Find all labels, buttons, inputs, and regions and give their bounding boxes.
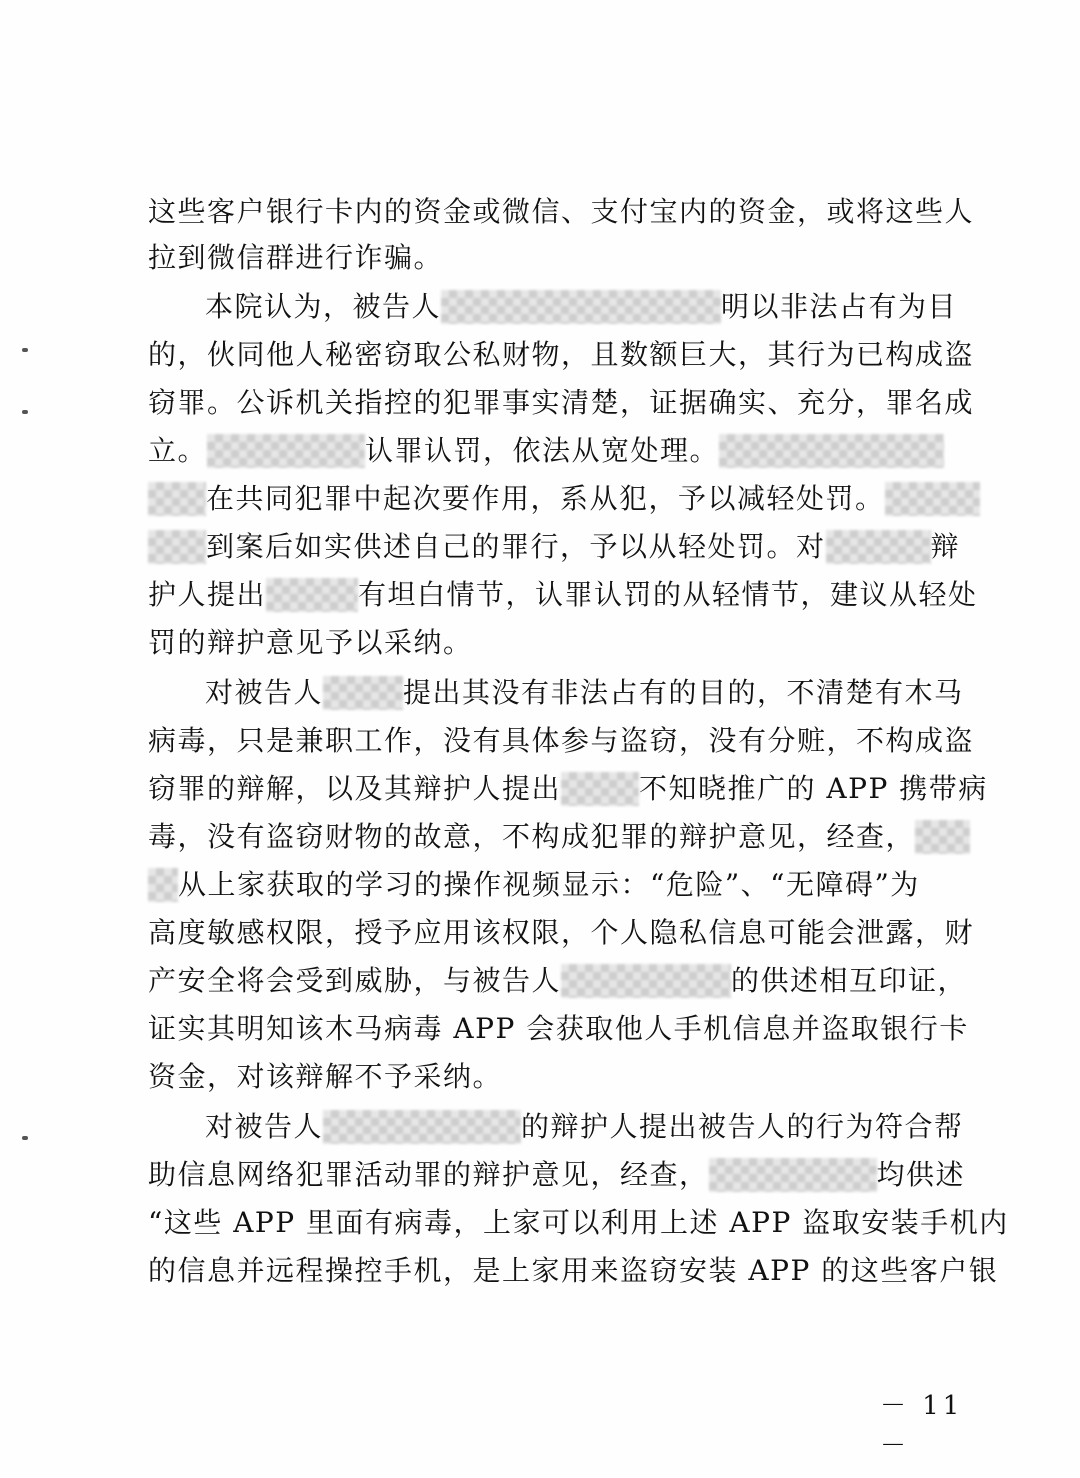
redaction-mosaic (561, 964, 731, 998)
text-line: 病毒，只是兼职工作，没有具体参与盗窃，没有分赃，不构成盗 (148, 724, 975, 757)
text-line (148, 429, 968, 473)
text-segment: 不知晓推广的 APP 携带病 (639, 772, 988, 805)
text-segment: 认罪认罚，依法从宽处理。 (365, 434, 720, 467)
text-line (148, 767, 988, 811)
text-line (148, 1153, 968, 1197)
text-line: 高度敏感权限，授予应用该权限，个人隐私信息可能会泄露，财 (148, 916, 975, 949)
page-number: － 11 － (880, 1391, 964, 1461)
text-segment: 窃罪的辩解，以及其辩护人提出 (148, 772, 562, 805)
text-segment: 立。 (148, 434, 208, 467)
text-line (205, 285, 968, 329)
text-line (205, 671, 968, 715)
redaction-mosaic (441, 290, 721, 324)
redaction-mosaic (148, 868, 178, 902)
text-line (148, 959, 968, 1003)
redaction-mosaic (148, 530, 206, 564)
text-segment: 有坦白情节，认罪认罚的从轻情节，建议从轻处 (358, 578, 978, 611)
text-line: 证实其明知该木马病毒 APP 会获取他人手机信息并盗取银行卡 (148, 1012, 969, 1045)
text-line: 这些客户银行卡内的资金或微信、支付宝内的资金，或将这些人 (148, 195, 975, 228)
text-segment: 到案后如实供述自己的罪行，予以从轻处罚。对 (206, 530, 826, 563)
text-line: 拉到微信群进行诈骗。 (148, 241, 444, 274)
text-line: 窃罪。公诉机关指控的犯罪事实清楚，证据确实、充分，罪名成 (148, 386, 975, 419)
redaction-mosaic (561, 772, 639, 806)
text-segment: 本院认为，被告人 (205, 290, 442, 323)
text-segment: 的辩护人提出被告人的行为符合帮 (521, 1110, 964, 1143)
text-line: 罚的辩护意见予以采纳。 (148, 626, 473, 659)
text-line (148, 573, 978, 617)
text-segment: 在共同犯罪中起次要作用，系从犯，予以减轻处罚。 (206, 482, 885, 515)
redaction-mosaic (207, 434, 365, 468)
text-line: 的信息并远程操控手机，是上家用来盗窃安装 APP 的这些客户银 (148, 1254, 999, 1287)
redaction-mosaic (826, 530, 931, 564)
redaction-mosaic (266, 578, 358, 612)
text-line: “这些 APP 里面有病毒，上家可以利用上述 APP 盗取安装手机内 (148, 1206, 1009, 1239)
text-segment: 对被告人 (205, 676, 324, 709)
text-line: 资金，对该辩解不予采纳。 (148, 1060, 503, 1093)
text-line (148, 863, 968, 907)
text-segment: 护人提出 (148, 578, 267, 611)
redaction-mosaic (709, 1158, 877, 1192)
redaction-mosaic (148, 482, 206, 516)
text-segment: 毒，没有盗窃财物的故意，不构成犯罪的辩护意见，经查， (148, 820, 916, 853)
text-segment: 产安全将会受到威胁，与被告人 (148, 964, 562, 997)
text-segment: 提出其没有非法占有的目的，不清楚有木马 (403, 676, 964, 709)
binding-mark (22, 410, 28, 414)
text-segment: 辩 (930, 530, 961, 563)
redaction-mosaic (915, 820, 970, 854)
redaction-mosaic (323, 676, 403, 710)
text-segment: 从上家获取的学习的操作视频显示：“危险”、“无障碍”为 (178, 868, 920, 901)
text-segment: 的供述相互印证， (731, 964, 968, 997)
binding-mark (22, 348, 28, 352)
text-segment: 对被告人 (205, 1110, 324, 1143)
text-line (148, 815, 968, 859)
text-segment: 助信息网络犯罪活动罪的辩护意见，经查， (148, 1158, 709, 1191)
binding-mark (22, 1136, 28, 1140)
text-segment: 均供述 (876, 1158, 966, 1191)
redaction-mosaic (885, 482, 980, 516)
text-line (205, 1105, 968, 1149)
redaction-mosaic (323, 1110, 521, 1144)
text-line (148, 477, 968, 521)
text-segment: 明以非法占有为目 (721, 290, 958, 323)
text-line (148, 525, 968, 569)
redaction-mosaic (719, 434, 944, 468)
text-line: 的，伙同他人秘密窃取公私财物，且数额巨大，其行为已构成盗 (148, 338, 975, 371)
